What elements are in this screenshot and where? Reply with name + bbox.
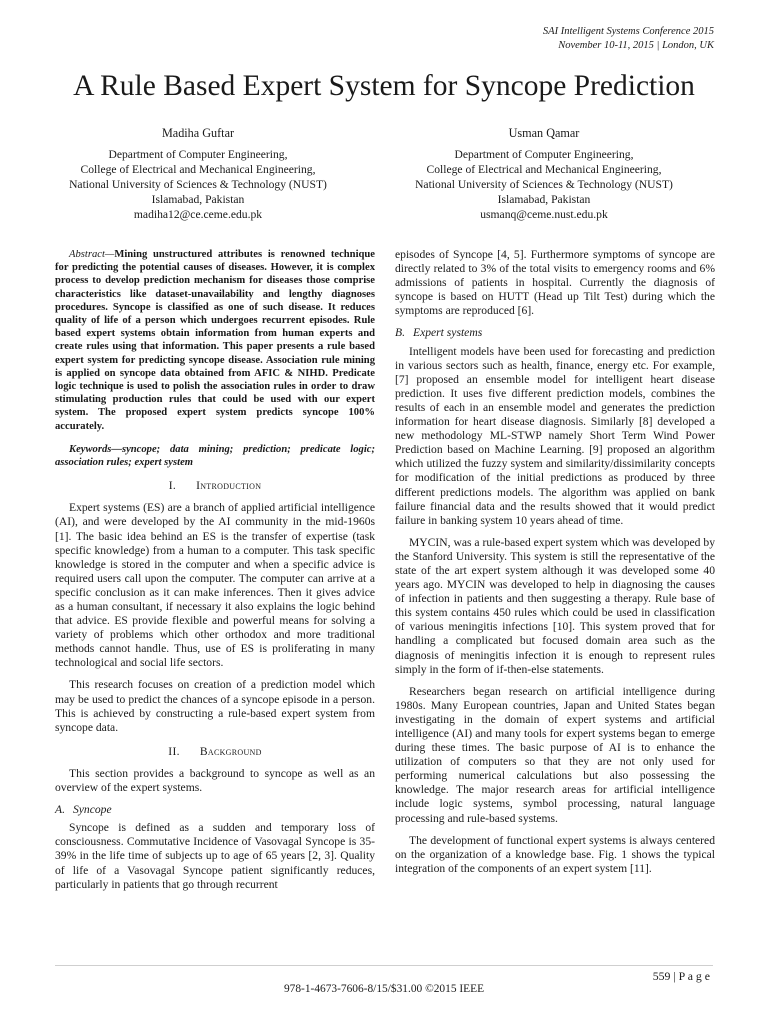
keywords bbox=[55, 443, 375, 469]
author-university: National University of Sciences & Technology (NUST) bbox=[69, 178, 327, 191]
conference-info bbox=[414, 25, 714, 52]
page-number: 559 | P a g e bbox=[652, 969, 710, 983]
author-college: College of Electrical and Mechanical Engineering, bbox=[80, 163, 316, 176]
author-department: Department of Computer Engineering, bbox=[454, 148, 634, 161]
author-department: Department of Computer Engineering, bbox=[108, 148, 288, 161]
right-column bbox=[395, 248, 715, 876]
paragraph-background-1: This section provides a background to syncope as well as an overview of the expert systems. bbox=[55, 766, 375, 795]
left-column bbox=[55, 248, 375, 892]
author-block-1 bbox=[48, 126, 348, 222]
subsection-heading-expert-systems bbox=[395, 326, 715, 340]
author-email: usmanq@ceme.nust.edu.pk bbox=[480, 208, 608, 221]
keywords-text: syncope; data mining; prediction; predicate logic; association rules; expert system bbox=[55, 443, 375, 469]
author-university: National University of Sciences & Technology (NUST) bbox=[415, 178, 673, 191]
paragraph-expert-3: Researchers began research on artificial intelligence during 1980s. Many European countries, Japan and United States began investigating in the domain of expert systems and artificial intelligence (AI) and many tools for expert systems began to emerge during these times. The basic purpose of AI is to enhance the utilization of computers so that they are not only used for performing numerical calculations but also possessing the knowledge. The major research areas for artificial intelligence include logic systems, symbol processing, natural language processing and rule-based systems. bbox=[395, 684, 715, 825]
subsection-title: Syncope bbox=[72, 803, 112, 817]
footer-rule bbox=[55, 965, 713, 966]
section-title: Background bbox=[199, 744, 262, 758]
copyright-notice: 978-1-4673-7606-8/15/$31.00 ©2015 IEEE bbox=[283, 983, 485, 995]
paragraph-expert-1: Intelligent models have been used for forecasting and prediction in various sectors such as health, finance, energy etc. For example, [7] proposed an ensemble model for intelligent heart disease prediction. It uses five different prediction models, combines the results of each in an ensemble model and generates the prediction information for heart disease diagnosis. Similarly [8] developed a new methodology ML-STWP namely Short Term Wind Power Prediction based on Machine Learning. [9] proposed an algorithm which utilized the fuzzy system and similarity/dissimilarity concepts for modification of the initial predictions as produced by three different predictions models. The algorithm was applied on bank failure financial data and the results showed that it would predict failure in banking system 10 years ahead of time. bbox=[395, 344, 715, 527]
abstract bbox=[55, 248, 375, 433]
keywords-label: Keywords— bbox=[69, 443, 122, 455]
abstract-label: Abstract— bbox=[69, 249, 115, 260]
conference-name: SAI Intelligent Systems Conference 2015 bbox=[542, 26, 714, 37]
paper-title: A Rule Based Expert System for Syncope Prediction bbox=[73, 70, 695, 102]
paragraph-syncope-1: Syncope is defined as a sudden and temporary loss of consciousness. Commutative Incidence of Vasovagal Syncope is 35-39% in the life time of subjects up to age of 65 years [2, 3]. Quality of life of a Vasovagal Syncope patient significantly reduces, particularly in patients that go through recurrent bbox=[55, 821, 375, 891]
paragraph-syncope-1-continued: episodes of Syncope [4, 5]. Furthermore symptoms of syncope are directly related to 3% of the total visits to emergency rooms and 6% admissions of patients in hospital. Currently the diagnosis of syncope is based on HUTT (Head up Tilt Test) during which the symptoms are reproduced [6]. bbox=[395, 248, 715, 318]
subsection-number: B. bbox=[395, 326, 405, 340]
paragraph-intro-2: This research focuses on creation of a prediction model which may be used to predict the chances of a syncope episode in a person. This is achieved by constructing a rule-based expert system from syncope data. bbox=[55, 678, 375, 734]
section-heading-background bbox=[55, 745, 375, 759]
abstract-text: Mining unstructured attributes is renowned technique for predicting the potential causes of diseases. However, it is complex process to develop prediction mechanism for diseases those comprise characteristics like dataset-unavailability and lengthy diagnoses procedures. Syncope is classified as one of such disease. It reduces quality of life of a person which undergoes recurrent episodes. Rule based expert systems obtain information from human experts and create rules using that information. This paper presents a rule based expert system for predicting syncope disease. Association rule mining is applied on syncope data obtained from AFIC & NIHD. Predicate logic technique is used to polish the association rules in order to draw stimulating production rules that could be used with our expert system. The proposed expert system predicts syncope 100% accurately. bbox=[55, 249, 375, 432]
subsection-heading-syncope bbox=[55, 803, 375, 817]
author-city: Islamabad, Pakistan bbox=[497, 193, 591, 206]
paragraph-expert-4: The development of functional expert systems is always centered on the organization of a knowledge base. Fig. 1 shows the typical integration of the components of an expert system [11]. bbox=[395, 833, 715, 875]
author-name: Madiha Guftar bbox=[161, 126, 235, 140]
author-college: College of Electrical and Mechanical Engineering, bbox=[426, 163, 662, 176]
section-number: I. bbox=[168, 479, 177, 493]
section-number: II. bbox=[168, 744, 180, 758]
paragraph-expert-2: MYCIN, was a rule-based expert system which was developed by the Stanford University. This system is still the representative of the state of the art expert system although it was developed some 40 years ago. MYCIN was developed to help in diagnosing the causes of infection in patients and then suggesting a therapy. Rule base of this system contains 450 rules which could be used in classification of various meningitis infections [10]. This system proved that for handling a complicated but focused domain area such as the diagnosis of meningitis infection it is enough to represent rules simply in the form of if-then-else statements. bbox=[395, 535, 715, 676]
subsection-number: A. bbox=[55, 803, 65, 817]
author-block-2 bbox=[394, 126, 694, 222]
author-name: Usman Qamar bbox=[508, 126, 580, 140]
author-city: Islamabad, Pakistan bbox=[151, 193, 245, 206]
subsection-title: Expert systems bbox=[412, 326, 483, 340]
section-title: Introduction bbox=[196, 479, 262, 493]
section-heading-introduction bbox=[55, 479, 375, 493]
author-email: madiha12@ce.ceme.edu.pk bbox=[133, 208, 263, 221]
conference-date-location: November 10-11, 2015 | London, UK bbox=[558, 39, 714, 51]
paragraph-intro-1: Expert systems (ES) are a branch of applied artificial intelligence (AI), and were developed by the AI community in the mid-1960s [1]. The basic idea behind an ES is the transfer of expertise (task specific knowledge) from a human to a computer. This task specific knowledge is stored in the computer and when a specific advice is required users call upon the computer. The computer can arrive at a specific conclusion as it can make inferences. Then it gives advice as a human consultant, if necessary it also explains the logic behind that advice. ES provide flexible and powerful means for solving a variety of problems which other orthodox and more traditional methods cannot handle. Thus, use of ES is proliferating in many technological and social life sectors. bbox=[55, 501, 375, 670]
